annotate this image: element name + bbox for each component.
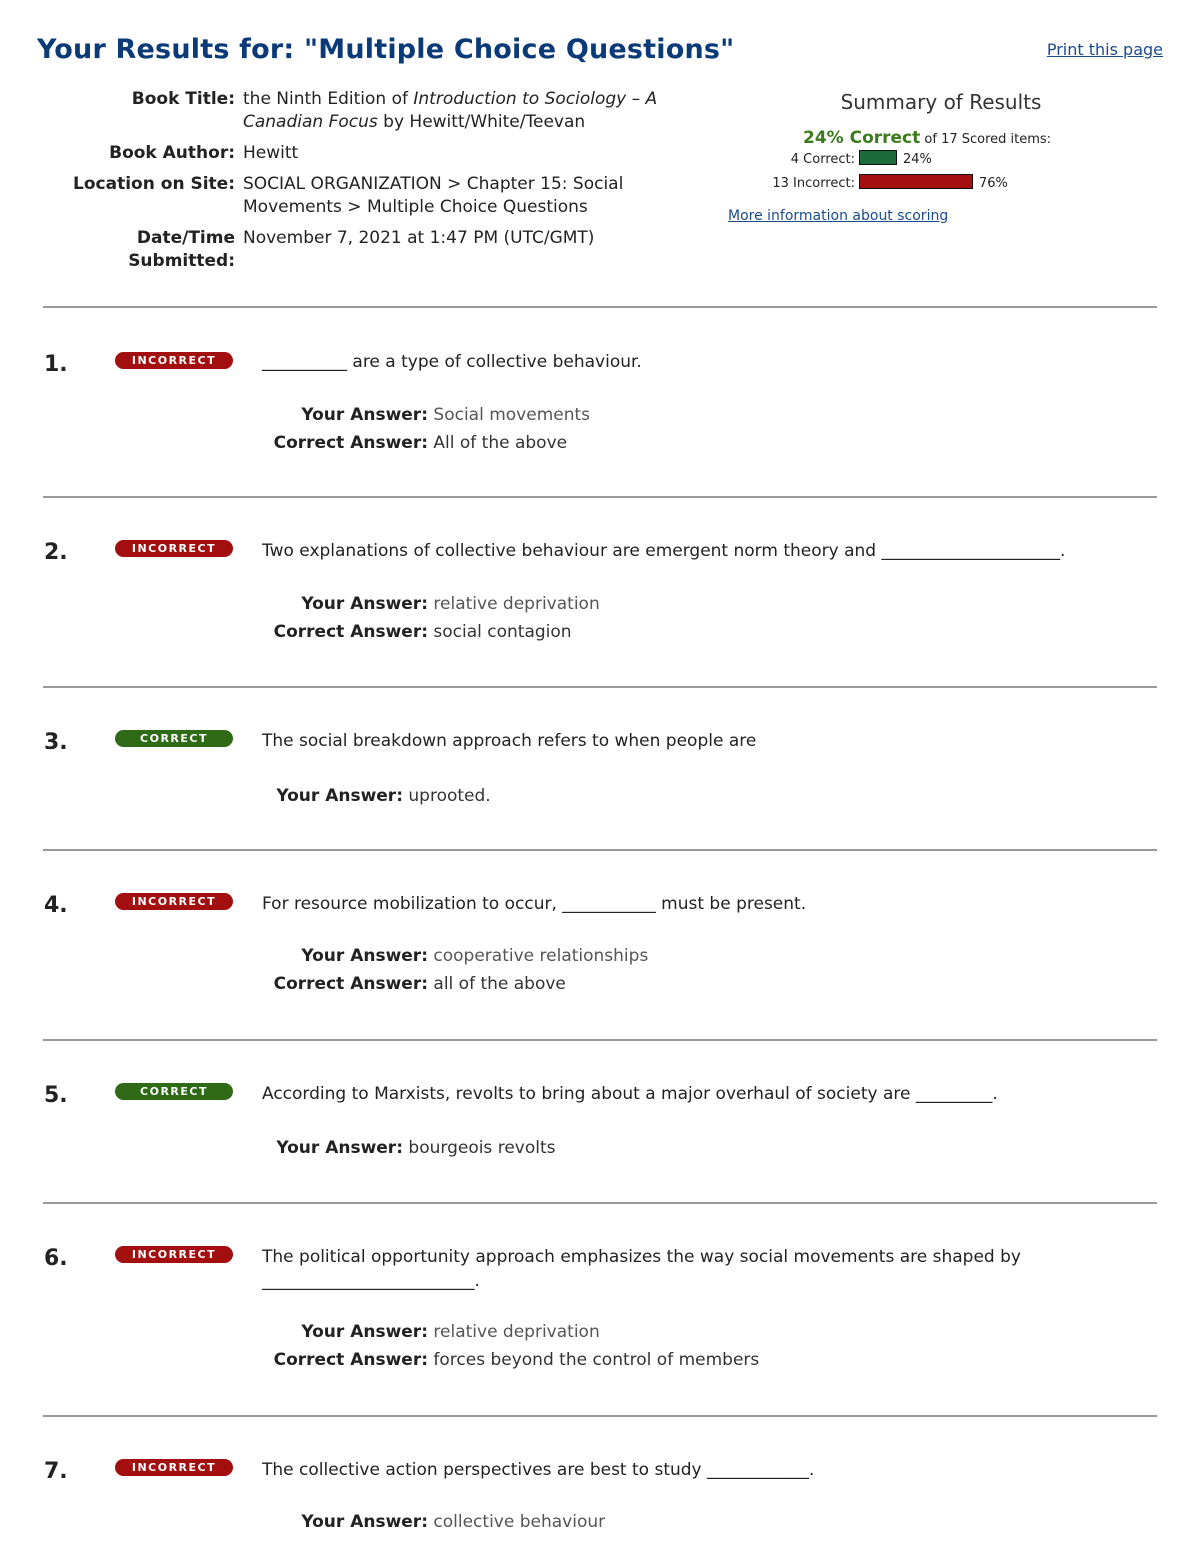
answer-block bbox=[267, 1134, 555, 1162]
your-answer-row bbox=[267, 590, 600, 618]
book-author-value: Hewitt bbox=[243, 143, 299, 163]
more-info-scoring-link[interactable]: More information about scoring bbox=[728, 208, 949, 224]
answer-block bbox=[267, 401, 590, 457]
book-author-label: Book Author: bbox=[109, 143, 235, 163]
summary-of-results bbox=[728, 90, 1158, 224]
question-text: Two explanations of collective behaviour are emergent norm theory and _____________________. bbox=[262, 541, 1066, 561]
question-item bbox=[43, 686, 1157, 849]
correct-answer-label: Correct Answer: bbox=[273, 974, 428, 994]
your-answer-row bbox=[267, 782, 491, 810]
your-answer-label: Your Answer: bbox=[301, 1512, 428, 1532]
correct-answer-row bbox=[267, 429, 590, 457]
book-title-row bbox=[60, 88, 693, 142]
correct-answer-label: Correct Answer: bbox=[273, 1350, 428, 1370]
question-item bbox=[43, 1202, 1157, 1415]
your-answer-value: uprooted. bbox=[408, 786, 491, 806]
your-answer-row bbox=[267, 942, 648, 970]
scored-items-text: of 17 Scored items: bbox=[924, 132, 1052, 147]
question-number: 1. bbox=[44, 352, 68, 377]
question-text: __________ are a type of collective behaviour. bbox=[262, 352, 642, 372]
question-number: 6. bbox=[44, 1246, 68, 1271]
date-row bbox=[60, 227, 693, 281]
book-title-italic: Introduction to Sociology – A Canadian Focus bbox=[243, 89, 658, 132]
your-answer-row bbox=[267, 1508, 605, 1536]
correct-answer-label: Correct Answer: bbox=[273, 622, 428, 642]
location-value: SOCIAL ORGANIZATION > Chapter 15: Social Movements > Multiple Choice Questions bbox=[243, 174, 624, 217]
percent-correct: 24% Correct bbox=[803, 128, 921, 148]
question-item bbox=[43, 1415, 1157, 1552]
incorrect-bar bbox=[859, 174, 973, 189]
question-text: The social breakdown approach refers to when people are bbox=[262, 731, 757, 751]
answer-block bbox=[267, 1508, 605, 1536]
your-answer-label: Your Answer: bbox=[301, 594, 428, 614]
your-answer-row bbox=[267, 1134, 555, 1162]
correct-answer-label: Correct Answer: bbox=[273, 433, 428, 453]
question-number: 5. bbox=[44, 1083, 68, 1108]
book-title-value bbox=[243, 88, 693, 142]
correct-answer-value: social contagion bbox=[433, 622, 572, 642]
your-answer-label: Your Answer: bbox=[301, 946, 428, 966]
summary-score-line bbox=[803, 128, 1158, 148]
your-answer-label: Your Answer: bbox=[276, 786, 403, 806]
your-answer-row bbox=[267, 401, 590, 429]
your-answer-value: cooperative relationships bbox=[433, 946, 649, 966]
correct-answer-row bbox=[267, 618, 600, 646]
summary-heading: Summary of Results bbox=[840, 90, 1042, 114]
question-item bbox=[43, 1039, 1157, 1202]
book-title-prefix: the Ninth Edition of bbox=[243, 89, 414, 109]
page-title: Your Results for: "Multiple Choice Questions" bbox=[37, 34, 735, 65]
question-number: 2. bbox=[44, 540, 68, 565]
print-page-link[interactable]: Print this page bbox=[1046, 40, 1163, 59]
your-answer-label: Your Answer: bbox=[301, 405, 428, 425]
date-value: November 7, 2021 at 1:47 PM (UTC/GMT) bbox=[243, 228, 595, 248]
incorrect-percent: 76% bbox=[979, 176, 1008, 191]
submission-info bbox=[60, 88, 693, 281]
correct-answer-row bbox=[267, 1346, 759, 1374]
book-title-label: Book Title: bbox=[131, 89, 235, 109]
correct-bar bbox=[859, 150, 897, 165]
status-badge: INCORRECT bbox=[115, 1459, 233, 1476]
question-item bbox=[43, 496, 1157, 686]
question-text: According to Marxists, revolts to bring about a major overhaul of society are _________. bbox=[262, 1084, 998, 1104]
status-badge: INCORRECT bbox=[115, 893, 233, 910]
your-answer-value: relative deprivation bbox=[433, 1322, 600, 1342]
question-text: The collective action perspectives are best to study ____________. bbox=[262, 1460, 815, 1480]
location-row bbox=[60, 173, 693, 227]
location-label: Location on Site: bbox=[73, 174, 235, 194]
correct-answer-row bbox=[267, 970, 648, 998]
status-badge: CORRECT bbox=[115, 1083, 233, 1100]
status-badge: INCORRECT bbox=[115, 1246, 233, 1263]
status-badge: CORRECT bbox=[115, 730, 233, 747]
question-number: 7. bbox=[44, 1459, 68, 1484]
question-text: The political opportunity approach emphasizes the way social movements are shaped by _________________________. bbox=[262, 1247, 1021, 1291]
answer-block bbox=[267, 1318, 759, 1374]
question-list bbox=[43, 306, 1157, 1552]
answer-block bbox=[267, 590, 600, 646]
question-text: For resource mobilization to occur, ___________ must be present. bbox=[262, 894, 807, 914]
answer-block bbox=[267, 782, 491, 810]
correct-answer-value: all of the above bbox=[433, 974, 566, 994]
your-answer-label: Your Answer: bbox=[276, 1138, 403, 1158]
your-answer-label: Your Answer: bbox=[301, 1322, 428, 1342]
question-item bbox=[43, 849, 1157, 1039]
question-number: 3. bbox=[44, 730, 68, 755]
correct-answer-value: All of the above bbox=[433, 433, 568, 453]
book-title-suffix: by Hewitt/White/Teevan bbox=[377, 112, 586, 132]
your-answer-value: Social movements bbox=[433, 405, 591, 425]
incorrect-bar-row bbox=[728, 172, 1158, 196]
correct-bar-row bbox=[728, 148, 1158, 172]
your-answer-value: collective behaviour bbox=[433, 1512, 606, 1532]
status-badge: INCORRECT bbox=[115, 540, 233, 557]
status-badge: INCORRECT bbox=[115, 352, 233, 369]
book-author-row bbox=[60, 142, 693, 173]
incorrect-count-label: 13 Incorrect: bbox=[772, 176, 855, 191]
your-answer-value: bourgeois revolts bbox=[408, 1138, 556, 1158]
correct-count-label: 4 Correct: bbox=[790, 152, 855, 167]
correct-answer-value: forces beyond the control of members bbox=[433, 1350, 760, 1370]
your-answer-value: relative deprivation bbox=[433, 594, 600, 614]
question-number: 4. bbox=[44, 893, 68, 918]
answer-block bbox=[267, 942, 648, 998]
correct-percent: 24% bbox=[903, 152, 932, 167]
date-label: Date/Time Submitted: bbox=[128, 228, 235, 271]
your-answer-row bbox=[267, 1318, 759, 1346]
question-item bbox=[43, 306, 1157, 496]
